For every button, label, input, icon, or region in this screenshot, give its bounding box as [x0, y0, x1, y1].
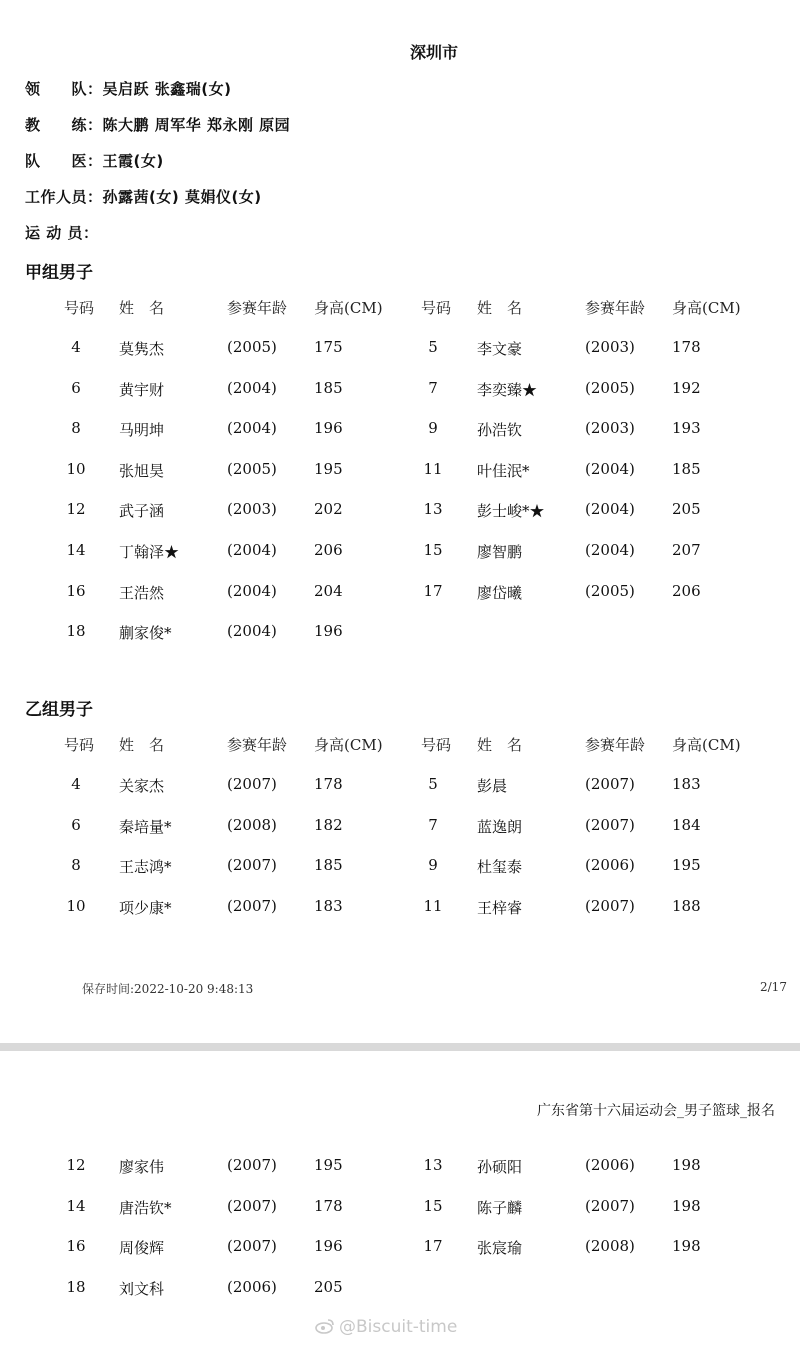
player-height: 196 — [314, 622, 343, 641]
column-header: 参赛年龄 — [227, 299, 288, 317]
player-year: (2008) — [585, 1237, 635, 1256]
staff-label: 教 练： — [25, 116, 103, 134]
player-number: 8 — [71, 419, 81, 438]
staff-value: 王霞(女) — [102, 152, 164, 170]
save-time: 保存时间:2022-10-20 9:48:13 — [82, 982, 254, 996]
staff-label: 队 医： — [25, 152, 103, 170]
column-header: 身高(CM) — [314, 736, 383, 754]
group-b-title: 乙组男子 — [25, 700, 93, 720]
player-height: 207 — [672, 541, 701, 559]
table-row — [0, 622, 800, 644]
player-name: 廖岱曦 — [477, 583, 523, 602]
player-name: 张旭昊 — [119, 461, 165, 480]
column-header: 号码 — [64, 299, 95, 317]
player-height: 185 — [314, 378, 343, 397]
player-year: (2004) — [227, 581, 277, 600]
table-row — [0, 856, 800, 878]
player-number: 15 — [423, 1196, 443, 1215]
player-year: (2003) — [585, 419, 635, 438]
player-number: 5 — [428, 338, 438, 356]
table-row — [0, 1237, 800, 1259]
staff-value: 孙露茜(女) 莫娟仪(女) — [102, 188, 262, 206]
column-header: 参赛年龄 — [585, 299, 646, 317]
player-number: 10 — [66, 896, 86, 915]
player-name: 黄宇财 — [119, 380, 165, 399]
watermark-text: @Biscuit-time — [339, 1317, 458, 1337]
player-name: 武子涵 — [119, 502, 165, 521]
player-height: 178 — [314, 775, 343, 793]
player-name: 李文豪 — [477, 340, 523, 358]
player-name: 李奕臻★ — [477, 380, 538, 399]
player-name: 周俊辉 — [119, 1239, 165, 1258]
staff-label: 运 动 员： — [25, 224, 99, 242]
player-name: 叶佳泯* — [477, 461, 530, 480]
player-number: 7 — [428, 815, 438, 834]
column-header: 号码 — [421, 736, 452, 754]
player-name: 彭晨 — [477, 777, 508, 795]
player-year: (2006) — [227, 1277, 277, 1296]
group-a-title: 甲组男子 — [25, 263, 93, 283]
player-name: 王浩然 — [119, 583, 165, 602]
player-number: 14 — [66, 1196, 86, 1215]
page-number: 2/17 — [760, 980, 787, 994]
player-year: (2004) — [227, 541, 277, 559]
player-number: 13 — [423, 500, 443, 519]
table-row — [0, 1156, 800, 1178]
column-header: 身高(CM) — [314, 299, 383, 317]
player-height: 205 — [672, 500, 701, 519]
player-number: 11 — [423, 459, 443, 478]
table-row — [0, 816, 800, 838]
player-name: 彭士峻*★ — [477, 502, 545, 521]
player-name: 廖智鹏 — [477, 543, 523, 561]
player-number: 18 — [66, 1277, 86, 1296]
player-name: 唐浩钦* — [119, 1198, 172, 1217]
player-year: (2006) — [585, 856, 635, 875]
player-year: (2007) — [585, 896, 635, 915]
player-number: 4 — [71, 775, 81, 793]
player-number: 11 — [423, 896, 443, 915]
player-name: 项少康* — [119, 898, 172, 917]
player-name: 陈子麟 — [477, 1198, 523, 1217]
column-header: 身高(CM) — [672, 736, 741, 754]
player-name: 廖家伟 — [119, 1158, 165, 1176]
staff-line — [25, 114, 290, 135]
player-height: 183 — [314, 896, 343, 915]
player-name: 蓝逸朗 — [477, 817, 523, 836]
table-row — [0, 500, 800, 522]
table-row — [0, 541, 800, 563]
player-year: (2006) — [585, 1156, 635, 1174]
player-height: 185 — [672, 459, 701, 478]
staff-line — [25, 186, 262, 207]
table-row — [0, 1278, 800, 1300]
player-height: 198 — [672, 1156, 701, 1174]
column-header: 姓 名 — [119, 736, 165, 754]
player-year: (2003) — [585, 338, 635, 356]
player-number: 9 — [428, 419, 438, 438]
player-name: 王梓睿 — [477, 898, 523, 917]
table-row — [0, 897, 800, 919]
player-number: 18 — [66, 622, 86, 641]
player-height: 198 — [672, 1237, 701, 1256]
player-height: 195 — [314, 459, 343, 478]
player-height: 175 — [314, 338, 343, 356]
staff-value: 吴启跃 张鑫瑞(女) — [102, 80, 232, 98]
column-header: 身高(CM) — [672, 299, 741, 317]
table-row — [0, 460, 800, 482]
column-header: 姓 名 — [477, 736, 523, 754]
weibo-icon — [315, 1318, 335, 1334]
player-name: 秦培量* — [119, 817, 172, 836]
player-number: 4 — [71, 338, 81, 356]
player-year: (2007) — [227, 775, 277, 793]
table-row — [0, 338, 800, 360]
player-number: 6 — [71, 815, 81, 834]
staff-label: 领 队： — [25, 80, 103, 98]
player-height: 198 — [672, 1196, 701, 1215]
player-year: (2007) — [585, 815, 635, 834]
column-header: 姓 名 — [119, 299, 165, 317]
player-height: 196 — [314, 419, 343, 438]
column-header: 参赛年龄 — [585, 736, 646, 754]
player-height: 202 — [314, 500, 343, 519]
player-year: (2005) — [585, 581, 635, 600]
running-header: 广东省第十六届运动会_男子篮球_报名 — [537, 1103, 775, 1119]
player-year: (2004) — [585, 541, 635, 559]
staff-value: 陈大鹏 周军华 郑永刚 原园 — [102, 116, 291, 134]
player-height: 206 — [314, 541, 343, 559]
player-number: 7 — [428, 378, 438, 397]
column-header: 姓 名 — [477, 299, 523, 317]
page-separator — [0, 1043, 800, 1051]
table-row — [0, 1197, 800, 1219]
player-year: (2004) — [585, 500, 635, 519]
player-year: (2008) — [227, 815, 277, 834]
player-height: 193 — [672, 419, 701, 438]
player-year: (2004) — [227, 378, 277, 397]
staff-label: 工作人员： — [25, 188, 103, 206]
player-height: 205 — [314, 1277, 343, 1296]
player-year: (2004) — [227, 419, 277, 438]
player-number: 6 — [71, 378, 81, 397]
player-name: 孙硕阳 — [477, 1158, 523, 1176]
column-header: 号码 — [421, 299, 452, 317]
player-number: 10 — [66, 459, 86, 478]
player-name: 莫隽杰 — [119, 340, 165, 358]
player-year: (2005) — [585, 378, 635, 397]
table-row — [0, 582, 800, 604]
player-height: 204 — [314, 581, 343, 600]
player-height: 188 — [672, 896, 701, 915]
player-height: 206 — [672, 581, 701, 600]
player-year: (2007) — [585, 1196, 635, 1215]
player-height: 195 — [672, 856, 701, 875]
player-number: 16 — [66, 1237, 86, 1256]
table-row — [0, 419, 800, 441]
player-height: 182 — [314, 815, 343, 834]
player-number: 17 — [423, 1237, 443, 1256]
table-header — [0, 297, 800, 319]
player-height: 178 — [672, 338, 701, 356]
player-height: 183 — [672, 775, 701, 793]
player-height: 196 — [314, 1237, 343, 1256]
player-number: 15 — [423, 541, 443, 559]
player-height: 185 — [314, 856, 343, 875]
column-header: 号码 — [64, 736, 95, 754]
player-year: (2003) — [227, 500, 277, 519]
player-name: 孙浩钦 — [477, 421, 523, 440]
player-year: (2005) — [227, 338, 277, 356]
player-year: (2004) — [585, 459, 635, 478]
player-year: (2005) — [227, 459, 277, 478]
player-name: 杜玺泰 — [477, 858, 523, 877]
player-height: 192 — [672, 378, 701, 397]
player-number: 12 — [66, 1156, 86, 1174]
player-height: 178 — [314, 1196, 343, 1215]
player-name: 刘文科 — [119, 1279, 165, 1298]
player-number: 16 — [66, 581, 86, 600]
player-year: (2007) — [227, 1196, 277, 1215]
player-year: (2007) — [227, 856, 277, 875]
staff-line — [25, 150, 164, 171]
player-number: 12 — [66, 500, 86, 519]
player-year: (2004) — [227, 622, 277, 641]
player-year: (2007) — [227, 896, 277, 915]
player-number: 8 — [71, 856, 81, 875]
player-name: 蒯家俊* — [119, 624, 172, 643]
watermark — [315, 1317, 457, 1337]
player-year: (2007) — [227, 1156, 277, 1174]
page-title: 深圳市 — [409, 43, 458, 62]
player-name: 张宸瑜 — [477, 1239, 523, 1258]
player-number: 5 — [428, 775, 438, 793]
player-number: 17 — [423, 581, 443, 600]
player-number: 9 — [428, 856, 438, 875]
player-name: 王志鸿* — [119, 858, 172, 877]
table-row — [0, 379, 800, 401]
player-name: 马明坤 — [119, 421, 165, 440]
player-height: 184 — [672, 815, 701, 834]
table-header — [0, 734, 800, 756]
player-year: (2007) — [585, 775, 635, 793]
player-number: 14 — [66, 541, 86, 559]
player-height: 195 — [314, 1156, 343, 1174]
player-number: 13 — [423, 1156, 443, 1174]
staff-line — [25, 222, 98, 243]
column-header: 参赛年龄 — [227, 736, 288, 754]
player-name: 关家杰 — [119, 777, 165, 795]
player-year: (2007) — [227, 1237, 277, 1256]
staff-line — [25, 78, 231, 99]
player-name: 丁翰泽★ — [119, 543, 180, 561]
table-row — [0, 775, 800, 797]
